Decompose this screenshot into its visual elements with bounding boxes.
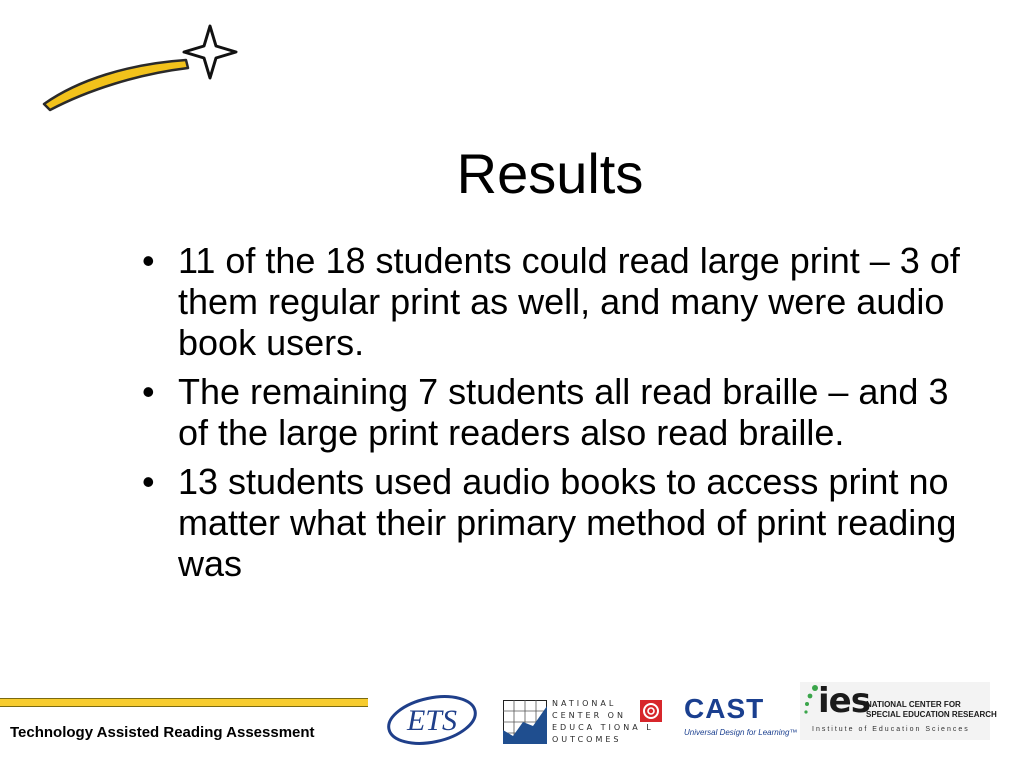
cast-icon [640,700,662,722]
cast-tagline: Universal Design for Learning™ [684,728,798,737]
nceo-line: OUTCOMES [552,735,622,744]
bullet-text: 13 students used audio books to access print no matter what their primary method of print reading was [178,461,957,584]
nceo-line: NATIONAL [552,699,617,708]
ies-wordmark: ies [818,681,870,721]
bullet-item [140,371,960,453]
slide-title: Results [456,142,644,205]
cast-wordmark: CAST [684,693,765,724]
ies-name-line: SPECIAL EDUCATION RESEARCH [866,710,997,719]
footer-divider [0,698,368,707]
footer-title: Technology Assisted Reading Assessment [10,724,315,741]
bullet-marker: • [142,461,155,502]
bullet-item [140,240,960,363]
ies-name-line: NATIONAL CENTER FOR [866,700,961,709]
bullet-item [140,461,960,584]
bullet-list [140,240,960,592]
ies-center-name [866,700,997,720]
ies-dots-icon [803,682,819,722]
nceo-line: CENTER ON [552,711,626,720]
nceo-logo [503,700,547,744]
ets-wordmark: ETS [406,704,458,737]
ets-logo [384,694,480,746]
shooting-star-icon [38,22,248,114]
bullet-marker: • [142,240,155,281]
bullet-text: The remaining 7 students all read braille – and 3 of the large print readers also read braille. [178,371,949,453]
ies-subtitle: Institute of Education Sciences [812,726,970,733]
bullet-text: 11 of the 18 students could read large print – 3 of them regular print as well, and many were audio book users. [178,240,960,363]
nceo-line: EDUCA TIONA L [552,723,654,732]
nceo-name [552,698,654,746]
bullet-marker: • [142,371,155,412]
